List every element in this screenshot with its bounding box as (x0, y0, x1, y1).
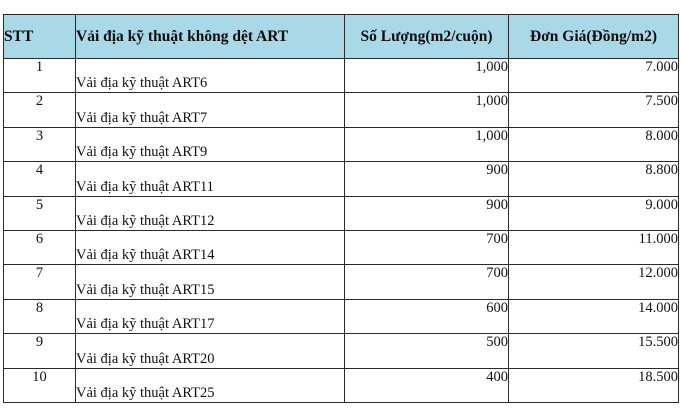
cell-product-name: Vải địa kỹ thuật ART7 (76, 93, 345, 127)
cell-unit-price: 14.000 (509, 299, 679, 333)
cell-product-name: Vải địa kỹ thuật ART12 (76, 196, 345, 230)
cell-product-name: Vải địa kỹ thuật ART20 (76, 334, 345, 368)
cell-unit-price: 12.000 (509, 265, 679, 299)
cell-product-name: Vải địa kỹ thuật ART9 (76, 127, 345, 161)
table-row (4, 334, 679, 368)
cell-stt: 10 (4, 368, 76, 402)
cell-quantity: 700 (345, 265, 509, 299)
table-row (4, 230, 679, 264)
cell-product-name: Vải địa kỹ thuật ART25 (76, 368, 345, 402)
cell-unit-price: 8.800 (509, 162, 679, 196)
header-stt: STT (4, 15, 76, 59)
price-table (3, 14, 679, 403)
cell-unit-price: 11.000 (509, 230, 679, 264)
cell-stt: 2 (4, 93, 76, 127)
cell-product-name: Vải địa kỹ thuật ART6 (76, 59, 345, 93)
table-row (4, 93, 679, 127)
cell-stt: 9 (4, 334, 76, 368)
cell-product-name: Vải địa kỹ thuật ART15 (76, 265, 345, 299)
cell-unit-price: 18.500 (509, 368, 679, 402)
cell-stt: 1 (4, 59, 76, 93)
cell-unit-price: 7.000 (509, 59, 679, 93)
cell-stt: 8 (4, 299, 76, 333)
table-row (4, 299, 679, 333)
table-row (4, 162, 679, 196)
table-header (4, 15, 679, 59)
cell-quantity: 400 (345, 368, 509, 402)
cell-stt: 3 (4, 127, 76, 161)
table-row (4, 368, 679, 402)
cell-product-name: Vải địa kỹ thuật ART14 (76, 230, 345, 264)
cell-quantity: 900 (345, 162, 509, 196)
header-row (4, 15, 679, 59)
table-row (4, 265, 679, 299)
cell-quantity: 1,000 (345, 127, 509, 161)
cell-quantity: 700 (345, 230, 509, 264)
cell-quantity: 900 (345, 196, 509, 230)
cell-stt: 4 (4, 162, 76, 196)
header-unit-price: Đơn Giá(Đồng/m2) (509, 15, 679, 59)
cell-unit-price: 15.500 (509, 334, 679, 368)
header-quantity: Số Lượng(m2/cuộn) (345, 15, 509, 59)
cell-quantity: 600 (345, 299, 509, 333)
cell-quantity: 1,000 (345, 59, 509, 93)
cell-unit-price: 9.000 (509, 196, 679, 230)
table-row (4, 127, 679, 161)
cell-unit-price: 7.500 (509, 93, 679, 127)
cell-stt: 6 (4, 230, 76, 264)
cell-stt: 5 (4, 196, 76, 230)
cell-unit-price: 8.000 (509, 127, 679, 161)
header-product-name: Vải địa kỹ thuật không dệt ART (76, 15, 345, 59)
cell-quantity: 500 (345, 334, 509, 368)
cell-product-name: Vải địa kỹ thuật ART17 (76, 299, 345, 333)
table-body (4, 59, 679, 403)
table-row (4, 59, 679, 93)
cell-quantity: 1,000 (345, 93, 509, 127)
cell-stt: 7 (4, 265, 76, 299)
table-row (4, 196, 679, 230)
cell-product-name: Vải địa kỹ thuật ART11 (76, 162, 345, 196)
